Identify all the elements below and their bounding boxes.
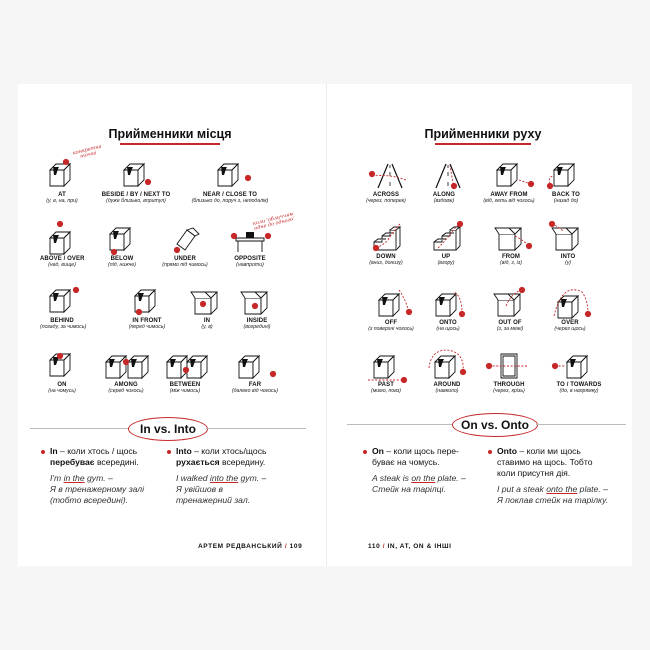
tr-onto-a: Я поклав стейк на тарілку. — [497, 495, 609, 505]
right-title-text: Прийменники руху — [424, 127, 542, 141]
verb-in: перебуває — [50, 457, 95, 467]
prep-through — [482, 350, 536, 394]
page-gutter — [326, 84, 327, 566]
prep-ua: (близько до, поруч з, неподалік) — [191, 198, 269, 204]
right-footer — [368, 543, 452, 550]
prep-en: FAR — [248, 382, 262, 388]
prep-en: FROM — [501, 254, 521, 260]
prep-opposite — [225, 224, 275, 268]
prep-away-from — [480, 160, 538, 204]
prep-illustration — [426, 222, 466, 252]
prep-illustration — [546, 160, 586, 190]
prep-en: UNDER — [174, 256, 196, 262]
prep-in-front — [112, 286, 182, 330]
prep-ua: (на чомусь) — [48, 388, 76, 394]
prep-illustration — [427, 350, 467, 380]
prep-above-over — [40, 224, 84, 268]
prep-ua: (прямо під чимось) — [162, 262, 208, 268]
bullet-in — [50, 446, 160, 511]
rule-left-a — [30, 428, 128, 429]
prep-ua: (навколо) — [435, 388, 459, 394]
prep-en: TO / TOWARDS — [556, 382, 602, 388]
prep-illustration — [127, 286, 167, 316]
bullet-dot — [167, 450, 171, 454]
verb-into: рухається — [176, 457, 220, 467]
prep-among — [95, 350, 157, 394]
tr-on-a: Стейк на тарілці. — [372, 484, 446, 494]
rule-left-b — [206, 428, 306, 429]
prep-illustration — [42, 160, 82, 190]
ex-in-b: gym. – — [84, 473, 113, 483]
def-into-a: – коли хтось/щось — [191, 446, 267, 456]
right-title-underline — [435, 143, 531, 145]
on-vs-onto-heading: On vs. Onto — [452, 413, 538, 437]
prep-ua: (всередині) — [243, 324, 271, 330]
bullet-on — [372, 446, 480, 500]
prep-between — [155, 350, 215, 394]
prep-illustration — [559, 350, 599, 380]
prep-illustration — [550, 288, 590, 318]
prep-ua: (між чимось) — [169, 388, 201, 394]
prep-around — [422, 350, 472, 394]
prep-en: AROUND — [433, 382, 461, 388]
prep-en: OVER — [561, 320, 579, 326]
prep-en: BESIDE / BY / NEXT TO — [101, 192, 171, 198]
prep-illustration — [42, 224, 82, 254]
prep-en: IN — [203, 318, 211, 324]
ex-onto-a: I put a steak — [497, 484, 547, 494]
prep-ua: (вздовж) — [433, 198, 455, 204]
left-title-underline — [120, 143, 220, 145]
prep-ua: (назад до) — [553, 198, 579, 204]
prep-in — [185, 286, 229, 330]
prep-en: DOWN — [376, 254, 396, 260]
prep-from — [486, 222, 536, 266]
prep-to-towards — [546, 350, 612, 394]
prep-illustration — [491, 222, 531, 252]
prep-ua: (у, в, на, при) — [46, 198, 78, 204]
prep-down — [362, 222, 410, 266]
term-into: Into — [176, 446, 192, 456]
prep-off — [362, 288, 420, 332]
prep-en: BEHIND — [50, 318, 74, 324]
prep-illustration — [106, 350, 146, 380]
prep-below — [92, 224, 152, 268]
prep-en: INSIDE — [246, 318, 268, 324]
bullet-dot — [363, 450, 367, 454]
prep-ua: (з, за межі) — [496, 326, 524, 332]
footer-separator: / — [382, 543, 388, 550]
prep-illustration — [489, 350, 529, 380]
prep-far — [220, 350, 290, 394]
prep-ua: (дуже близько, впритул) — [106, 198, 166, 204]
prep-ua: (вгору) — [437, 260, 455, 266]
prep-illustration — [187, 286, 227, 316]
prep-ua: (у) — [564, 260, 572, 266]
ex-in-u: in the — [63, 473, 85, 483]
def-onto-b: ставимо на щось. Тобто — [497, 457, 593, 467]
prep-ua: (далеко від чогось) — [231, 388, 279, 394]
ex-in-a: I'm — [50, 473, 64, 483]
prep-illustration — [371, 288, 411, 318]
prep-at — [40, 160, 84, 204]
bullet-dot — [41, 450, 45, 454]
prep-illustration — [366, 160, 406, 190]
prep-illustration — [366, 222, 406, 252]
prep-illustration — [210, 160, 250, 190]
prep-ua: (навпроти) — [236, 262, 264, 268]
term-on: On — [372, 446, 384, 456]
prep-out-of — [484, 288, 536, 332]
prep-behind — [40, 286, 87, 330]
prep-ua: (перед чимось) — [128, 324, 166, 330]
prep-ua: (вниз, донизу) — [369, 260, 403, 266]
prep-beside-by-next-to — [92, 160, 180, 204]
footer-author: АРТЕМ РЕДВАНСЬКИЙ — [198, 543, 283, 550]
def-on-a: – коли щось пере- — [383, 446, 459, 456]
prep-illustration — [102, 224, 142, 254]
right-page-number: 110 — [368, 543, 381, 550]
prep-en: NEAR / CLOSE TO — [202, 192, 258, 198]
in-vs-into-heading: In vs. Into — [128, 417, 208, 441]
prep-past — [362, 350, 410, 394]
tr-in-a: Я в тренажерному залі — [50, 484, 145, 494]
prep-en: OUT OF — [498, 320, 522, 326]
def-on-b: буває на чомусь. — [372, 457, 440, 467]
bullet-into — [176, 446, 286, 511]
prep-ua: (через щось) — [554, 326, 586, 332]
left-footer — [198, 543, 302, 550]
term-onto: Onto — [497, 446, 518, 456]
left-page-number: 109 — [289, 543, 303, 550]
prep-illustration — [489, 160, 529, 190]
prep-en: UP — [441, 254, 451, 260]
prep-en: ACROSS — [372, 192, 400, 198]
prep-illustration — [116, 160, 156, 190]
prep-ua: (серед чогось) — [108, 388, 144, 394]
prep-illustration — [42, 286, 82, 316]
prep-ua: (над, вище) — [48, 262, 76, 268]
prep-ua: (мимо, повз) — [371, 388, 401, 394]
prep-illustration — [165, 224, 205, 254]
prep-en: OFF — [384, 320, 398, 326]
ex-on-b: plate. – — [435, 473, 466, 483]
ex-onto-b: plate. – — [577, 484, 608, 494]
prep-back-to — [540, 160, 592, 204]
prep-en: AT — [58, 192, 66, 198]
term-in: In — [50, 446, 58, 456]
prep-en: BACK TO — [552, 192, 580, 198]
left-page-title — [100, 127, 240, 145]
right-page-title — [418, 127, 548, 145]
prep-en: PAST — [378, 382, 394, 388]
prep-illustration — [428, 288, 468, 318]
prep-ua: (на щось) — [436, 326, 460, 332]
prep-along — [422, 160, 466, 204]
prep-illustration — [237, 286, 277, 316]
prep-under — [150, 224, 220, 268]
prep-en: INTO — [560, 254, 576, 260]
ex-into-a: I walked — [176, 473, 210, 483]
def-into-b: всередину. — [219, 457, 266, 467]
prep-illustration — [42, 350, 82, 380]
prep-ua: (до, в напрямку) — [559, 388, 599, 394]
footer-separator: / — [284, 543, 290, 550]
def-onto-c: коли присутня дія. — [497, 468, 571, 478]
note-opposite: коли 'обличчям одне до одного' — [252, 211, 296, 233]
prep-en: BELOW — [110, 256, 134, 262]
tr-into-a: Я увійшов в — [176, 484, 223, 494]
prep-illustration — [165, 350, 205, 380]
rule-right-b — [536, 424, 626, 425]
prep-en: AWAY FROM — [490, 192, 528, 198]
def-in-a: – коли хтось / щось — [57, 446, 138, 456]
prep-en: ABOVE / OVER — [40, 256, 85, 262]
prep-across — [362, 160, 410, 204]
ex-on-a: A steak is — [372, 473, 412, 483]
ex-on-u: on the — [411, 473, 436, 483]
prep-up — [424, 222, 468, 266]
bullet-onto — [497, 446, 617, 511]
prep-ua: (через, поперек) — [366, 198, 406, 204]
def-onto-a: – коли ми щось — [517, 446, 581, 456]
prep-ua: (з поверхні чогось) — [368, 326, 414, 332]
prep-ua: (через, крізь) — [493, 388, 525, 394]
prep-illustration — [490, 288, 530, 318]
prep-en: OPPOSITE — [234, 256, 266, 262]
prep-en: ALONG — [432, 192, 456, 198]
prep-into — [546, 222, 590, 266]
prep-en: IN FRONT — [132, 318, 162, 324]
prep-illustration — [548, 222, 588, 252]
tr-in-b: (тобто всередині). — [50, 495, 129, 505]
bullet-dot — [488, 450, 492, 454]
prep-en: AMONG — [114, 382, 138, 388]
ex-into-b: gym. – — [238, 473, 267, 483]
ex-into-u: into the — [209, 473, 239, 483]
def-in-b: всередині. — [94, 457, 139, 467]
prep-illustration — [424, 160, 464, 190]
prep-over — [546, 288, 594, 332]
prep-ua: (позаду, за чимось) — [40, 324, 87, 330]
prep-near-close-to — [186, 160, 274, 204]
prep-ua: (у, в) — [201, 324, 213, 330]
rule-right-a — [347, 424, 452, 425]
footer-chapter: IN, AT, ON & ІНШІ — [387, 543, 452, 550]
note-at: конкретна точка — [72, 143, 103, 161]
prep-en: ONTO — [439, 320, 457, 326]
left-title-text: Прийменники місця — [108, 127, 232, 141]
prep-illustration — [235, 350, 275, 380]
tr-into-b: тренажерний зал. — [176, 495, 251, 505]
prep-en: THROUGH — [493, 382, 525, 388]
prep-inside — [232, 286, 282, 330]
prep-ua: (під, нижче) — [108, 262, 136, 268]
prep-en: ON — [57, 382, 67, 388]
ex-onto-u: onto the — [546, 484, 578, 494]
prep-en: BETWEEN — [169, 382, 201, 388]
prep-ua: (від, геть від чогось) — [483, 198, 535, 204]
prep-illustration — [366, 350, 406, 380]
prep-onto — [426, 288, 470, 332]
prep-on — [40, 350, 84, 394]
prep-ua: (від, з, із) — [500, 260, 522, 266]
